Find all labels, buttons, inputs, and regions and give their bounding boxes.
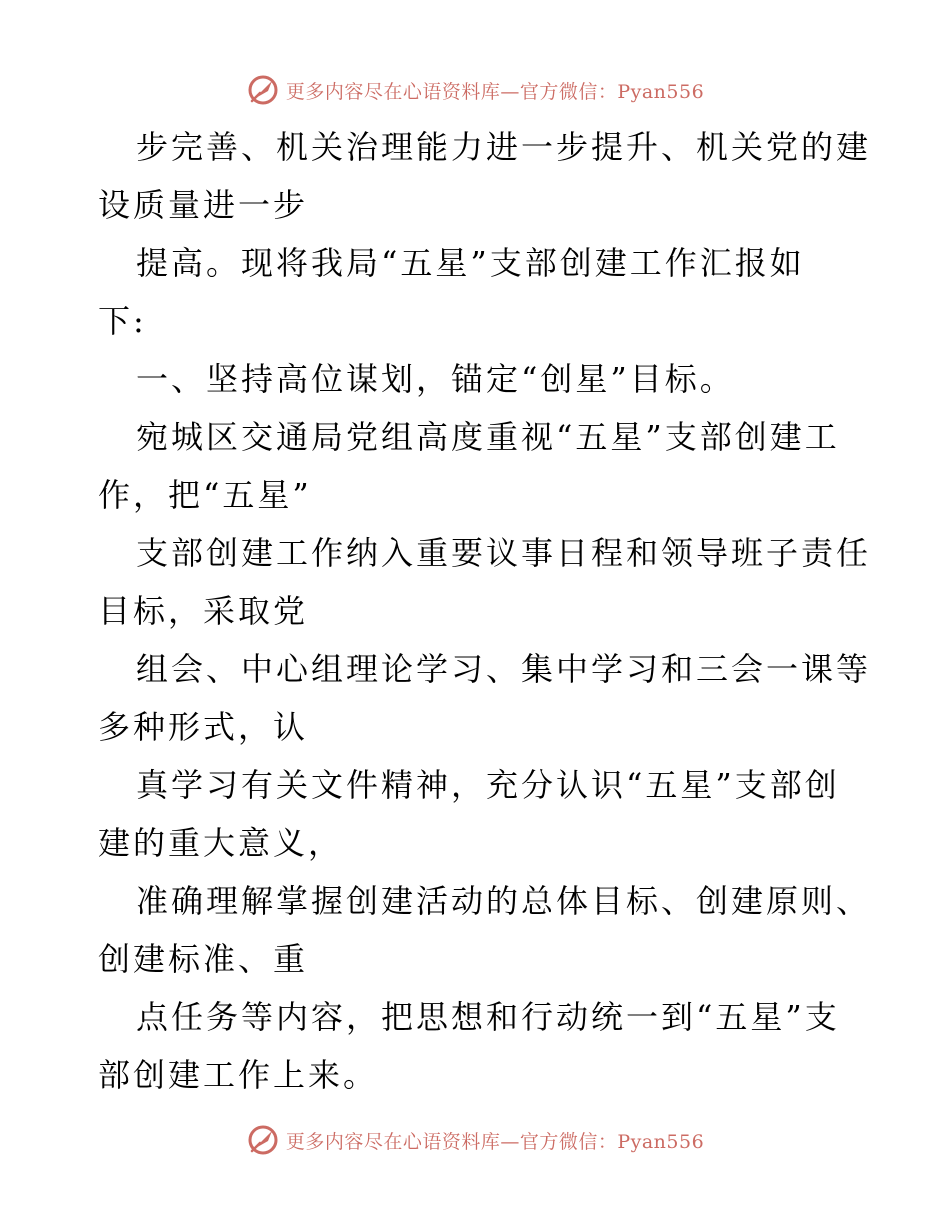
footer-watermark xyxy=(0,1120,950,1160)
text-line: 组会、中心组理论学习、集中学习和三会一课等 xyxy=(136,650,872,688)
text-line: 宛城区交通局党组高度重视“五星”支部创建工 xyxy=(136,418,840,456)
text-line: 作，把“五星” xyxy=(98,476,312,514)
text-line: 一、坚持高位谋划，锚定“创星”目标。 xyxy=(136,360,735,398)
text-line: 提高。现将我局“五星”支部创建工作汇报如 xyxy=(136,244,805,282)
text-line: 准确理解掌握创建活动的总体目标、创建原则、 xyxy=(136,882,872,920)
text-line: 点任务等内容，把思想和行动统一到“五星”支 xyxy=(136,998,840,1036)
text-line: 步完善、机关治理能力进一步提升、机关党的建 xyxy=(136,128,872,166)
quill-logo-icon xyxy=(246,73,280,107)
quill-logo-icon xyxy=(246,1123,280,1157)
text-line: 目标，采取党 xyxy=(98,592,309,630)
text-line: 建的重大意义， xyxy=(98,824,344,862)
text-line: 多种形式，认 xyxy=(98,708,309,746)
watermark-text: 更多内容尽在心语资料库—官方微信：Pyan556 xyxy=(285,1130,705,1153)
text-line: 创建标准、重 xyxy=(98,940,309,978)
text-line: 设质量进一步 xyxy=(98,186,309,224)
watermark-text: 更多内容尽在心语资料库—官方微信：Pyan556 xyxy=(285,80,705,103)
text-line: 真学习有关文件精神，充分认识“五星”支部创 xyxy=(136,766,840,804)
document-body xyxy=(98,118,872,1104)
header-watermark xyxy=(0,70,950,110)
text-line: 部创建工作上来。 xyxy=(98,1056,379,1094)
text-line: 支部创建工作纳入重要议事日程和领导班子责任 xyxy=(136,534,872,572)
text-line: 下: xyxy=(98,302,147,340)
